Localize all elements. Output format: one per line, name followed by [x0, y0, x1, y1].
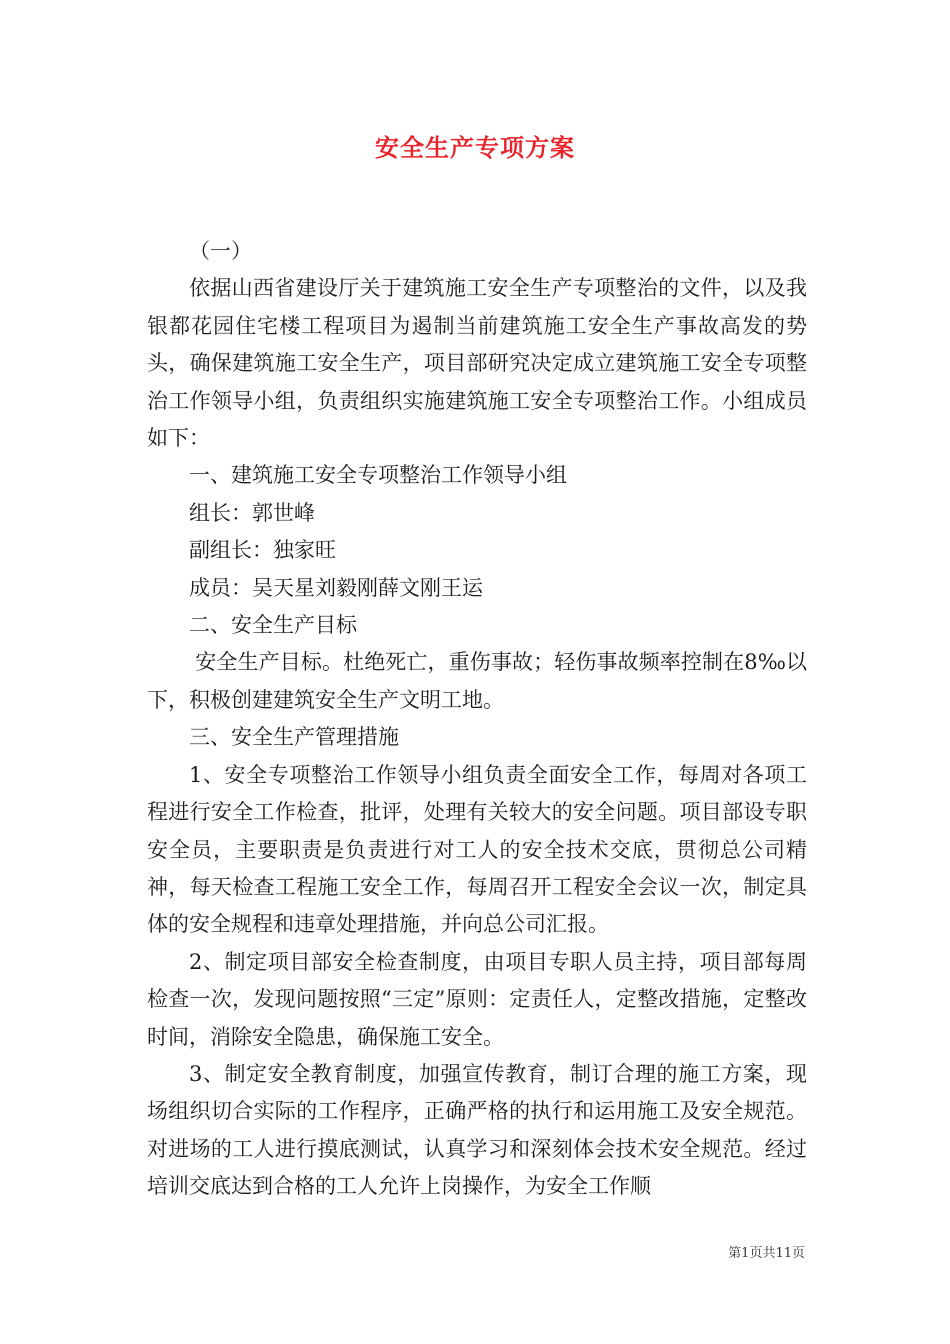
team-members: 成员：吴天星刘毅刚薛文刚王运: [189, 575, 483, 600]
section-marker: （一）: [189, 239, 252, 263]
document-title: 安全生产专项方案: [375, 133, 575, 162]
section-heading-1: 一、建筑施工安全专项整治工作领导小组: [189, 463, 567, 488]
measure-paragraph-1: 1、安全专项整治工作领导小组负责全面安全工作，每周对各项工程进行安全工作检查，批评，处理有关较大的安全问题。项目部设专职安全员，主要职责是负责进行对工人的安全技术交底，贯彻总公司精神，每天检查工程施工安全工作，每周召开工程安全会议一次，制定具体的安全规程和违章处理措施，并向总公司汇报。: [147, 762, 807, 937]
intro-paragraph: 依据山西省建设厅关于建筑施工安全生产专项整治的文件，以及我银都花园住宅楼工程项目为遏制当前建筑施工安全生产事故高发的势头，确保建筑施工安全生产，项目部研究决定成立建筑施工安全专项整治工作领导小组，负责组织实施建筑施工安全专项整治工作。小组成员如下：: [147, 276, 807, 451]
section-heading-3: 三、安全生产管理措施: [189, 725, 399, 750]
safety-goal-paragraph: 安全生产目标。杜绝死亡，重伤事故；轻伤事故频率控制在8‰以下，积极创建建筑安全生产文明工地。: [147, 650, 807, 712]
document-body: [147, 233, 807, 1206]
section-heading-2: 二、安全生产目标: [189, 613, 357, 638]
team-leader: 组长：郭世峰: [189, 500, 315, 525]
measure-paragraph-2: 2、制定项目部安全检查制度，由项目专职人员主持，项目部每周检查一次，发现问题按照“三定”原则：定责任人，定整改措施，定整改时间，消除安全隐患，确保施工安全。: [147, 949, 807, 1049]
measure-paragraph-3: 3、制定安全教育制度，加强宣传教育，制订合理的施工方案，现场组织切合实际的工作程序，正确严格的执行和运用施工及安全规范。对进场的工人进行摸底测试，认真学习和深刻体会技术安全规范。经过培训交底达到合格的工人允许上岗操作，为安全工作顺: [147, 1061, 807, 1199]
team-deputy-leader: 副组长：独家旺: [189, 538, 336, 563]
page-number: 第1页共11页: [728, 1246, 805, 1261]
